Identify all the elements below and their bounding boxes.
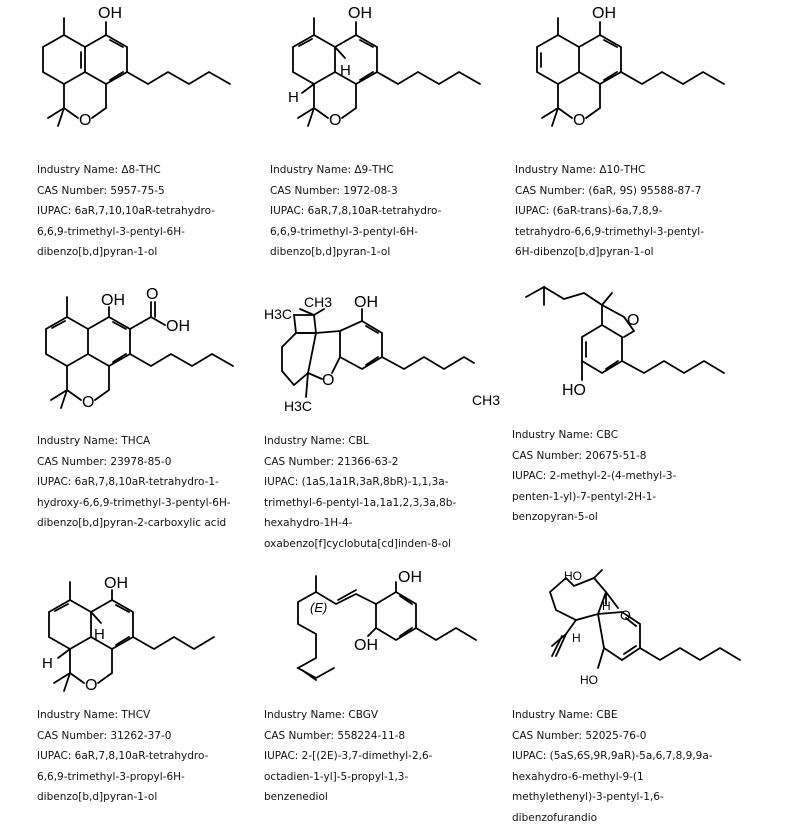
cas-number: CAS Number: 21366-63-2 [264, 455, 399, 468]
structure-diagram [0, 568, 260, 713]
iupac-line: IUPAC: 2-[(2E)-3,7-dimethyl-2,6- [264, 750, 433, 762]
iupac-line: 6,6,9-trimethyl-3-pentyl-6H- [37, 225, 185, 238]
iupac-line: IUPAC: (6aR-trans)-6a,7,8,9- [515, 205, 663, 217]
cas-number: CAS Number: 1972-08-3 [270, 184, 398, 197]
compound-info [512, 425, 676, 528]
industry-name: Industry Name: Δ9-THC [270, 164, 394, 176]
compound-info [37, 160, 215, 263]
hydrogen-label: H [94, 626, 105, 643]
oxygen-label: O [620, 607, 631, 623]
compound-card [508, 0, 778, 280]
iupac-line: 6,6,9-trimethyl-3-pentyl-6H- [270, 225, 418, 238]
iupac-line: penten-1-yl)-7-pentyl-2H-1- [512, 490, 657, 503]
ch3-label: CH3 [304, 294, 333, 310]
iupac-line: IUPAC: 2-methyl-2-(4-methyl-3- [512, 470, 677, 482]
structure-diagram [258, 285, 508, 435]
iupac-line: trimethyl-6-pentyl-1a,1a1,2,3,3a,8b- [264, 496, 457, 509]
oh-label: OH [592, 5, 616, 22]
ho-label: HO [562, 382, 586, 399]
industry-name: Industry Name: CBC [512, 429, 619, 441]
compound-info [37, 705, 208, 808]
compound-info [264, 431, 456, 554]
iupac-line: hexahydro-1H-4- [264, 517, 353, 529]
structure-diagram [506, 285, 776, 425]
compound-card [506, 285, 776, 545]
iupac-line: IUPAC: (5aS,6S,9R,9aR)-5a,6,7,8,9,9a- [512, 750, 713, 762]
oh-label: OH [398, 569, 422, 586]
oxygen-label: O [627, 312, 640, 329]
compound-info [515, 160, 704, 263]
iupac-line: hydroxy-6,6,9-trimethyl-3-pentyl-6H- [37, 496, 231, 509]
compound-card [506, 568, 786, 834]
iupac-line: octadien-1-yl]-5-propyl-1,3- [264, 770, 409, 783]
oh-label: OH [354, 294, 378, 311]
hydrogen-label: H [602, 599, 611, 613]
iupac-line: hexahydro-6-methyl-9-(1 [512, 770, 644, 783]
iupac-line: IUPAC: 6aR,7,8,10aR-tetrahydro- [37, 750, 209, 762]
industry-name: Industry Name: Δ8-THC [37, 164, 161, 176]
iupac-line: dibenzofurandio [512, 811, 598, 824]
oh-label: OH [104, 575, 128, 592]
compound-card [264, 0, 524, 280]
acid-oh-label: OH [166, 318, 190, 335]
iupac-line: oxabenzo[f]cyclobuta[cd]inden-8-ol [264, 537, 452, 550]
structure-diagram [506, 568, 786, 708]
iupac-line: IUPAC: (1aS,1a1R,3aR,8bR)-1,1,3a- [264, 476, 449, 488]
acid-oxygen-label: O [146, 286, 159, 303]
cas-number: CAS Number: 5957-75-5 [37, 184, 165, 197]
cas-number: CAS Number: 558224-11-8 [264, 729, 406, 742]
structure-diagram [258, 568, 508, 713]
oh-label: OH [348, 5, 372, 22]
structure-diagram [508, 0, 778, 160]
iupac-line: methylethenyl)-3-pentyl-1,6- [512, 791, 664, 803]
iupac-line: dibenzo[b,d]pyran-2-carboxylic acid [37, 517, 227, 529]
industry-name: Industry Name: CBGV [264, 709, 379, 721]
oxygen-label: O [329, 112, 342, 129]
iupac-line: 6,6,9-trimethyl-3-propyl-6H- [37, 770, 185, 783]
oxygen-label: O [82, 394, 95, 411]
oh-label: OH [354, 637, 378, 654]
oxygen-label: O [573, 112, 586, 129]
compound-card [0, 0, 260, 280]
hydrogen-label: H [572, 631, 581, 645]
cas-number: CAS Number: 52025-76-0 [512, 729, 647, 742]
structure-diagram [0, 285, 265, 435]
structure-diagram [0, 0, 260, 160]
oh-label: OH [101, 292, 125, 309]
industry-name: Industry Name: CBE [512, 709, 618, 721]
iupac-line: dibenzo[b,d]pyran-1-ol [270, 246, 391, 258]
compound-card [0, 285, 265, 545]
compound-card [0, 568, 260, 828]
ch3-label: CH3 [472, 392, 501, 408]
industry-name: Industry Name: THCV [37, 709, 151, 721]
compound-info [37, 431, 231, 534]
ho-label: HO [564, 569, 582, 583]
industry-name: Industry Name: CBL [264, 435, 369, 447]
oxygen-label: O [79, 112, 92, 129]
iupac-line: benzenediol [264, 791, 328, 803]
compound-card [258, 285, 508, 575]
structure-diagram [264, 0, 524, 160]
industry-name: Industry Name: Δ10-THC [515, 164, 646, 176]
iupac-line: IUPAC: 6aR,7,8,10aR-tetrahydro- [270, 205, 442, 217]
oxygen-label: O [322, 372, 335, 389]
compound-info [270, 160, 441, 263]
cas-number: CAS Number: 23978-85-0 [37, 455, 172, 468]
oh-label: OH [98, 5, 122, 22]
e-stereo-label: (E) [310, 600, 328, 615]
industry-name: Industry Name: THCA [37, 435, 151, 447]
cas-number: CAS Number: 31262-37-0 [37, 729, 172, 742]
h3c-label: H3C [264, 306, 293, 322]
cas-number: CAS Number: 20675-51-8 [512, 449, 647, 462]
iupac-line: IUPAC: 6aR,7,8,10aR-tetrahydro-1- [37, 476, 219, 488]
hydrogen-label: H [340, 62, 351, 79]
oxygen-label: O [85, 677, 98, 694]
ho-label: HO [580, 673, 598, 687]
hydrogen-label: H [288, 89, 299, 106]
iupac-line: dibenzo[b,d]pyran-1-ol [37, 791, 158, 803]
iupac-line: benzopyran-5-ol [512, 511, 598, 523]
iupac-line: IUPAC: 6aR,7,10,10aR-tetrahydro- [37, 205, 216, 217]
compound-info [512, 705, 713, 828]
iupac-line: dibenzo[b,d]pyran-1-ol [37, 246, 158, 258]
cas-number: CAS Number: (6aR, 9S) 95588-87-7 [515, 184, 702, 197]
iupac-line: 6H-dibenzo[b,d]pyran-1-ol [515, 246, 654, 258]
compound-info [264, 705, 432, 808]
iupac-line: tetrahydro-6,6,9-trimethyl-3-pentyl- [515, 225, 704, 238]
hydrogen-label: H [42, 655, 53, 672]
h3c-label: H3C [284, 398, 313, 414]
compound-card [258, 568, 508, 828]
